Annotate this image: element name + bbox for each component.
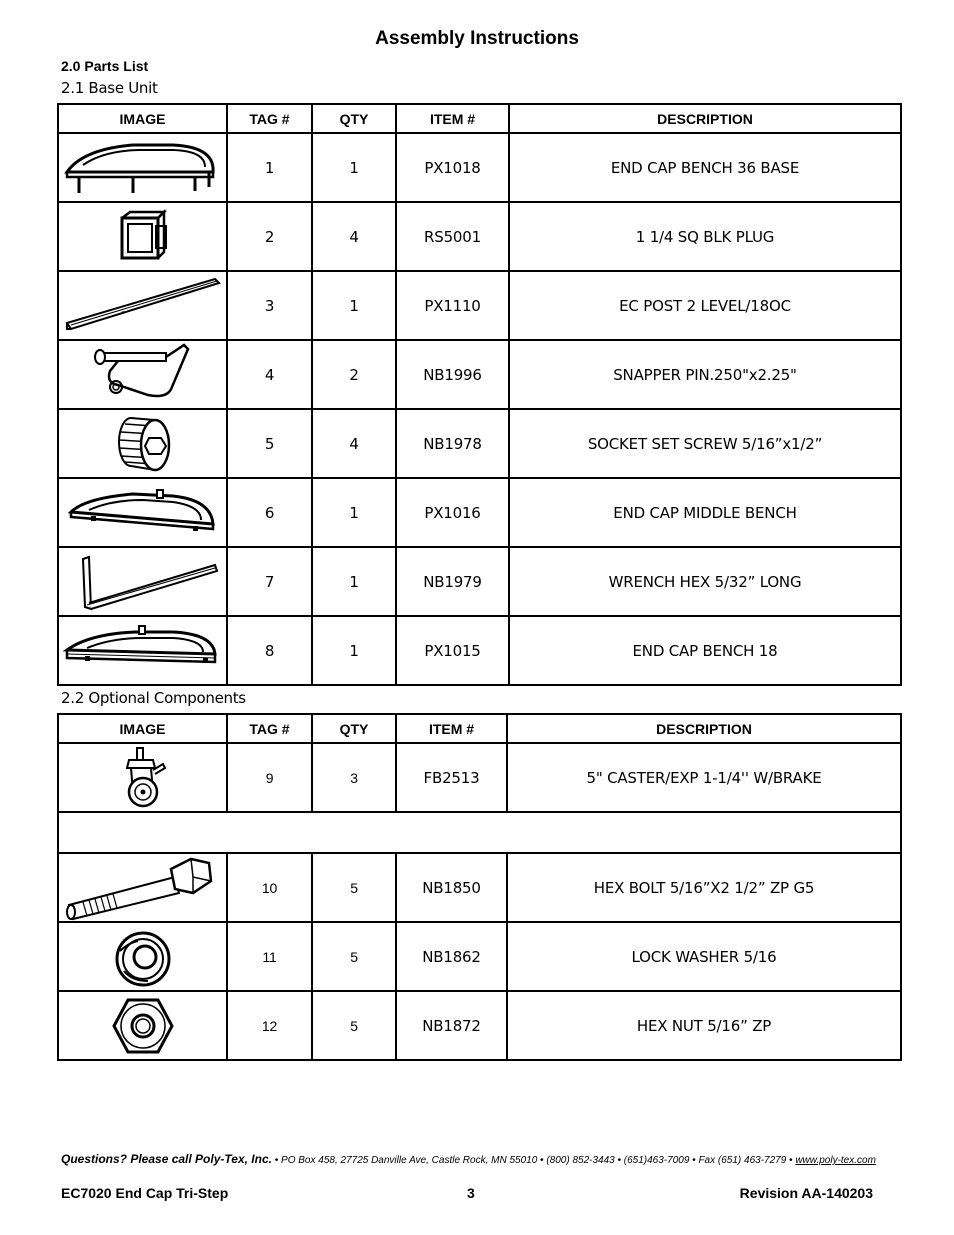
image-cell <box>58 133 227 202</box>
header-description: DESCRIPTION <box>507 714 901 743</box>
blank-row <box>58 812 901 853</box>
footer-website-link[interactable]: www.poly-tex.com <box>795 1155 876 1166</box>
item-cell: RS5001 <box>396 202 509 271</box>
middle-bench-icon <box>63 482 223 544</box>
image-cell <box>58 991 227 1060</box>
qty-cell: 2 <box>312 340 396 409</box>
image-cell <box>58 478 227 547</box>
qty-cell: 1 <box>312 616 396 685</box>
qty-cell: 4 <box>312 202 396 271</box>
bench-base-icon <box>63 137 223 199</box>
square-plug-icon <box>108 206 178 268</box>
table-row <box>58 743 901 812</box>
optional-parts-table <box>57 713 902 1061</box>
post-icon <box>63 275 223 337</box>
image-cell <box>58 853 227 922</box>
header-item: ITEM # <box>396 714 507 743</box>
footer-contact <box>61 1152 876 1166</box>
description-cell: END CAP BENCH 36 BASE <box>509 133 901 202</box>
description-cell: HEX NUT 5/16” ZP <box>507 991 901 1060</box>
table-row <box>58 202 901 271</box>
description-cell: END CAP MIDDLE BENCH <box>509 478 901 547</box>
blank-cell <box>58 812 901 853</box>
table-row <box>58 478 901 547</box>
table-row <box>58 853 901 922</box>
header-image: IMAGE <box>58 104 227 133</box>
qty-cell: 5 <box>312 922 396 991</box>
item-cell: NB1872 <box>396 991 507 1060</box>
tag-cell: 10 <box>227 853 312 922</box>
image-cell <box>58 922 227 991</box>
footer-address: • PO Box 458, 27725 Danville Ave, Castle Rock, MN 55010 • (800) 852-3443 • (651)463-7009 • Fax (651) 463-7279 • <box>271 1155 796 1166</box>
footer-doc-name: EC7020 End Cap Tri-Step <box>61 1185 229 1201</box>
table-row <box>58 616 901 685</box>
item-cell: PX1015 <box>396 616 509 685</box>
footer-questions: Questions? Please call Poly-Tex, Inc. <box>61 1152 272 1166</box>
tag-cell: 11 <box>227 922 312 991</box>
set-screw-icon <box>103 412 183 476</box>
snapper-pin-icon <box>88 343 198 407</box>
header-tag: TAG # <box>227 104 312 133</box>
header-tag: TAG # <box>227 714 312 743</box>
table-header-row <box>58 714 901 743</box>
table-row <box>58 340 901 409</box>
qty-cell: 1 <box>312 133 396 202</box>
item-cell: PX1110 <box>396 271 509 340</box>
qty-cell: 1 <box>312 547 396 616</box>
tag-cell: 1 <box>227 133 312 202</box>
item-cell: NB1979 <box>396 547 509 616</box>
item-cell: NB1862 <box>396 922 507 991</box>
hex-bolt-icon <box>63 855 223 921</box>
header-item: ITEM # <box>396 104 509 133</box>
caster-icon <box>113 746 173 810</box>
bench-18-icon <box>63 620 223 682</box>
description-cell: 5" CASTER/EXP 1-1/4'' W/BRAKE <box>507 743 901 812</box>
section-heading: 2.0 Parts List <box>61 58 149 74</box>
tag-cell: 5 <box>227 409 312 478</box>
table-row <box>58 133 901 202</box>
tag-cell: 9 <box>227 743 312 812</box>
item-cell: PX1016 <box>396 478 509 547</box>
hex-nut-icon <box>108 994 178 1058</box>
tag-cell: 4 <box>227 340 312 409</box>
table-header-row <box>58 104 901 133</box>
tag-cell: 3 <box>227 271 312 340</box>
tag-cell: 6 <box>227 478 312 547</box>
image-cell <box>58 743 227 812</box>
description-cell: SNAPPER PIN.250"x2.25" <box>509 340 901 409</box>
qty-cell: 1 <box>312 478 396 547</box>
item-cell: NB1850 <box>396 853 507 922</box>
tag-cell: 8 <box>227 616 312 685</box>
header-qty: QTY <box>312 104 396 133</box>
header-qty: QTY <box>312 714 396 743</box>
optional-components-subtitle: 2.2 Optional Components <box>61 689 246 707</box>
hex-wrench-icon <box>63 551 223 613</box>
table-row <box>58 991 901 1060</box>
page-title: Assembly Instructions <box>375 28 579 49</box>
description-cell: LOCK WASHER 5/16 <box>507 922 901 991</box>
qty-cell: 1 <box>312 271 396 340</box>
image-cell <box>58 202 227 271</box>
table-row <box>58 922 901 991</box>
description-cell: HEX BOLT 5/16”X2 1/2” ZP G5 <box>507 853 901 922</box>
header-image: IMAGE <box>58 714 227 743</box>
table-row <box>58 409 901 478</box>
image-cell <box>58 409 227 478</box>
image-cell <box>58 616 227 685</box>
qty-cell: 3 <box>312 743 396 812</box>
lock-washer-icon <box>108 925 178 989</box>
qty-cell: 5 <box>312 991 396 1060</box>
description-cell: WRENCH HEX 5/32” LONG <box>509 547 901 616</box>
table-row <box>58 547 901 616</box>
tag-cell: 2 <box>227 202 312 271</box>
header-description: DESCRIPTION <box>509 104 901 133</box>
item-cell: NB1996 <box>396 340 509 409</box>
footer-revision: Revision AA-140203 <box>739 1185 873 1201</box>
description-cell: EC POST 2 LEVEL/18OC <box>509 271 901 340</box>
base-parts-table <box>57 103 902 686</box>
item-cell: NB1978 <box>396 409 509 478</box>
description-cell: END CAP BENCH 18 <box>509 616 901 685</box>
item-cell: PX1018 <box>396 133 509 202</box>
image-cell <box>58 271 227 340</box>
base-unit-subtitle: 2.1 Base Unit <box>61 79 158 97</box>
description-cell: 1 1/4 SQ BLK PLUG <box>509 202 901 271</box>
description-cell: SOCKET SET SCREW 5/16”x1/2” <box>509 409 901 478</box>
footer-page-number: 3 <box>467 1185 475 1201</box>
image-cell <box>58 547 227 616</box>
image-cell <box>58 340 227 409</box>
tag-cell: 7 <box>227 547 312 616</box>
qty-cell: 5 <box>312 853 396 922</box>
table-row <box>58 271 901 340</box>
qty-cell: 4 <box>312 409 396 478</box>
item-cell: FB2513 <box>396 743 507 812</box>
tag-cell: 12 <box>227 991 312 1060</box>
